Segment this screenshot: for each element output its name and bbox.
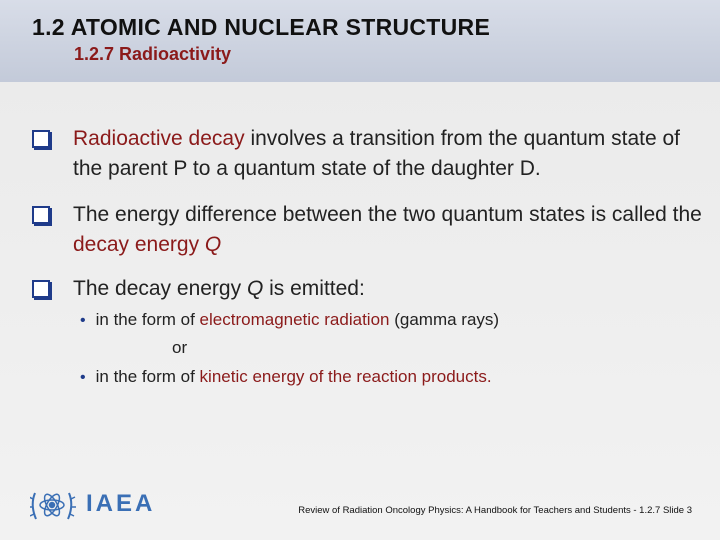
bullet-text-part: involves a transition from the quantum state of the parent P to a quantum state of the daughter D.: [73, 127, 681, 180]
dot-bullet-icon: •: [80, 369, 86, 386]
highlight-symbol: Q: [204, 233, 222, 256]
sub-highlight: kinetic energy of the reaction products.: [199, 367, 492, 386]
bullet-text-3: [73, 274, 713, 304]
slide-header: [0, 0, 720, 82]
sub-text: in the form of: [95, 310, 200, 329]
slide-title: 1.2 ATOMIC AND NUCLEAR STRUCTURE: [32, 14, 491, 40]
bullet-text-2: [73, 200, 713, 260]
sub-item-1: [80, 309, 499, 332]
iaea-logo-text: IAEA: [86, 490, 156, 517]
slide-footer: Review of Radiation Oncology Physics: A Handbook for Teachers and Students - 1.2.7 Slide 3: [298, 505, 692, 516]
bullet-text-1: [73, 124, 713, 184]
bullet-text-part: is emitted:: [263, 277, 365, 300]
sub-text: in the form of: [95, 367, 200, 386]
symbol-q: Q: [246, 277, 264, 300]
sub-text: (gamma rays): [389, 310, 500, 329]
bullet-text-part: The energy difference between the two quantum states is called the: [73, 203, 702, 226]
sub-highlight: electromagnetic radiation: [199, 310, 390, 329]
checkbox-bullet-icon: [32, 280, 50, 298]
highlight-term: decay energy: [73, 233, 205, 256]
dot-bullet-icon: •: [80, 312, 86, 329]
checkbox-bullet-icon: [32, 206, 50, 224]
slide-subtitle: 1.2.7 Radioactivity: [74, 44, 232, 64]
checkbox-bullet-icon: [32, 130, 50, 148]
sub-item-2: [80, 366, 492, 389]
highlight-term: Radioactive decay: [73, 127, 245, 150]
or-separator: or: [172, 338, 188, 357]
bullet-text-part: The decay energy: [73, 277, 247, 300]
